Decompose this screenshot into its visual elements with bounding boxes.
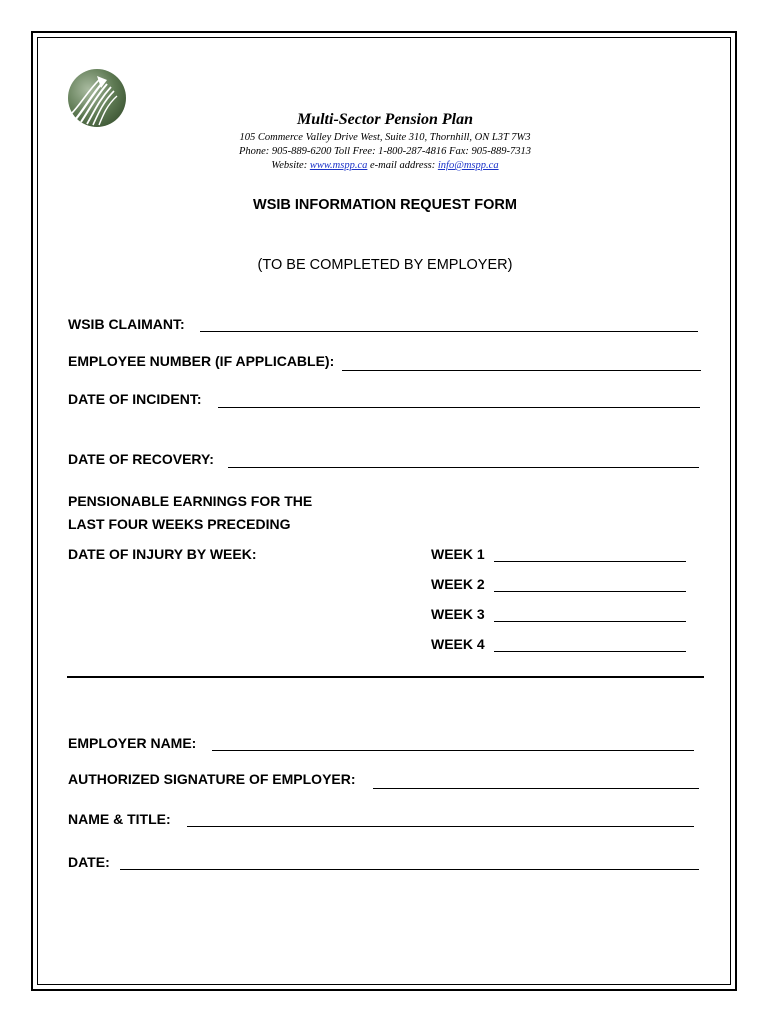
- authorized-signature-field[interactable]: [373, 788, 699, 789]
- week-3-label: WEEK 3: [431, 606, 485, 622]
- org-name: Multi-Sector Pension Plan: [296, 111, 474, 128]
- week-1-label: WEEK 1: [431, 546, 485, 562]
- earnings-label-line2: LAST FOUR WEEKS PRECEDING: [68, 516, 291, 532]
- date-of-incident-field[interactable]: [218, 407, 700, 408]
- website-link[interactable]: www.mspp.ca: [309, 160, 368, 171]
- employee-number-label: EMPLOYEE NUMBER (IF APPLICABLE):: [68, 353, 335, 369]
- website-prefix: Website:: [271, 160, 310, 171]
- name-title-label: NAME & TITLE:: [68, 811, 171, 827]
- date-field[interactable]: [120, 869, 699, 870]
- org-address: 105 Commerce Valley Drive West, Suite 310, Thornhill, ON L3T 7W3: [239, 132, 531, 143]
- week-4-label: WEEK 4: [431, 636, 485, 652]
- week-3-field[interactable]: [494, 621, 686, 622]
- employee-number-field[interactable]: [342, 370, 701, 371]
- mspp-logo-icon: [67, 68, 127, 128]
- earnings-label-line1: PENSIONABLE EARNINGS FOR THE: [68, 493, 313, 509]
- week-4-field[interactable]: [494, 651, 686, 652]
- page-border-inner: [37, 37, 731, 985]
- org-phone-line: Phone: 905-889-6200 Toll Free: 1-800-287-4816 Fax: 905-889-7313: [238, 146, 531, 157]
- wsib-claimant-label: WSIB CLAIMANT:: [68, 316, 185, 332]
- employer-name-field[interactable]: [212, 750, 694, 751]
- form-title: WSIB INFORMATION REQUEST FORM: [253, 197, 517, 213]
- earnings-label-line3: DATE OF INJURY BY WEEK:: [68, 546, 257, 562]
- authorized-signature-label: AUTHORIZED SIGNATURE OF EMPLOYER:: [68, 771, 356, 787]
- week-2-label: WEEK 2: [431, 576, 485, 592]
- week-2-field[interactable]: [494, 591, 686, 592]
- org-web-line: [160, 159, 610, 173]
- form-subtitle: (TO BE COMPLETED BY EMPLOYER): [257, 257, 513, 273]
- email-prefix: e-mail address:: [367, 160, 438, 171]
- date-of-recovery-field[interactable]: [228, 467, 699, 468]
- date-label: DATE:: [68, 854, 110, 870]
- employer-name-label: EMPLOYER NAME:: [68, 735, 197, 751]
- email-link[interactable]: info@mspp.ca: [437, 160, 499, 171]
- wsib-claimant-field[interactable]: [200, 331, 698, 332]
- week-1-field[interactable]: [494, 561, 686, 562]
- name-title-field[interactable]: [187, 826, 694, 827]
- date-of-incident-label: DATE OF INCIDENT:: [68, 391, 202, 407]
- date-of-recovery-label: DATE OF RECOVERY:: [68, 451, 214, 467]
- section-divider: [67, 676, 704, 678]
